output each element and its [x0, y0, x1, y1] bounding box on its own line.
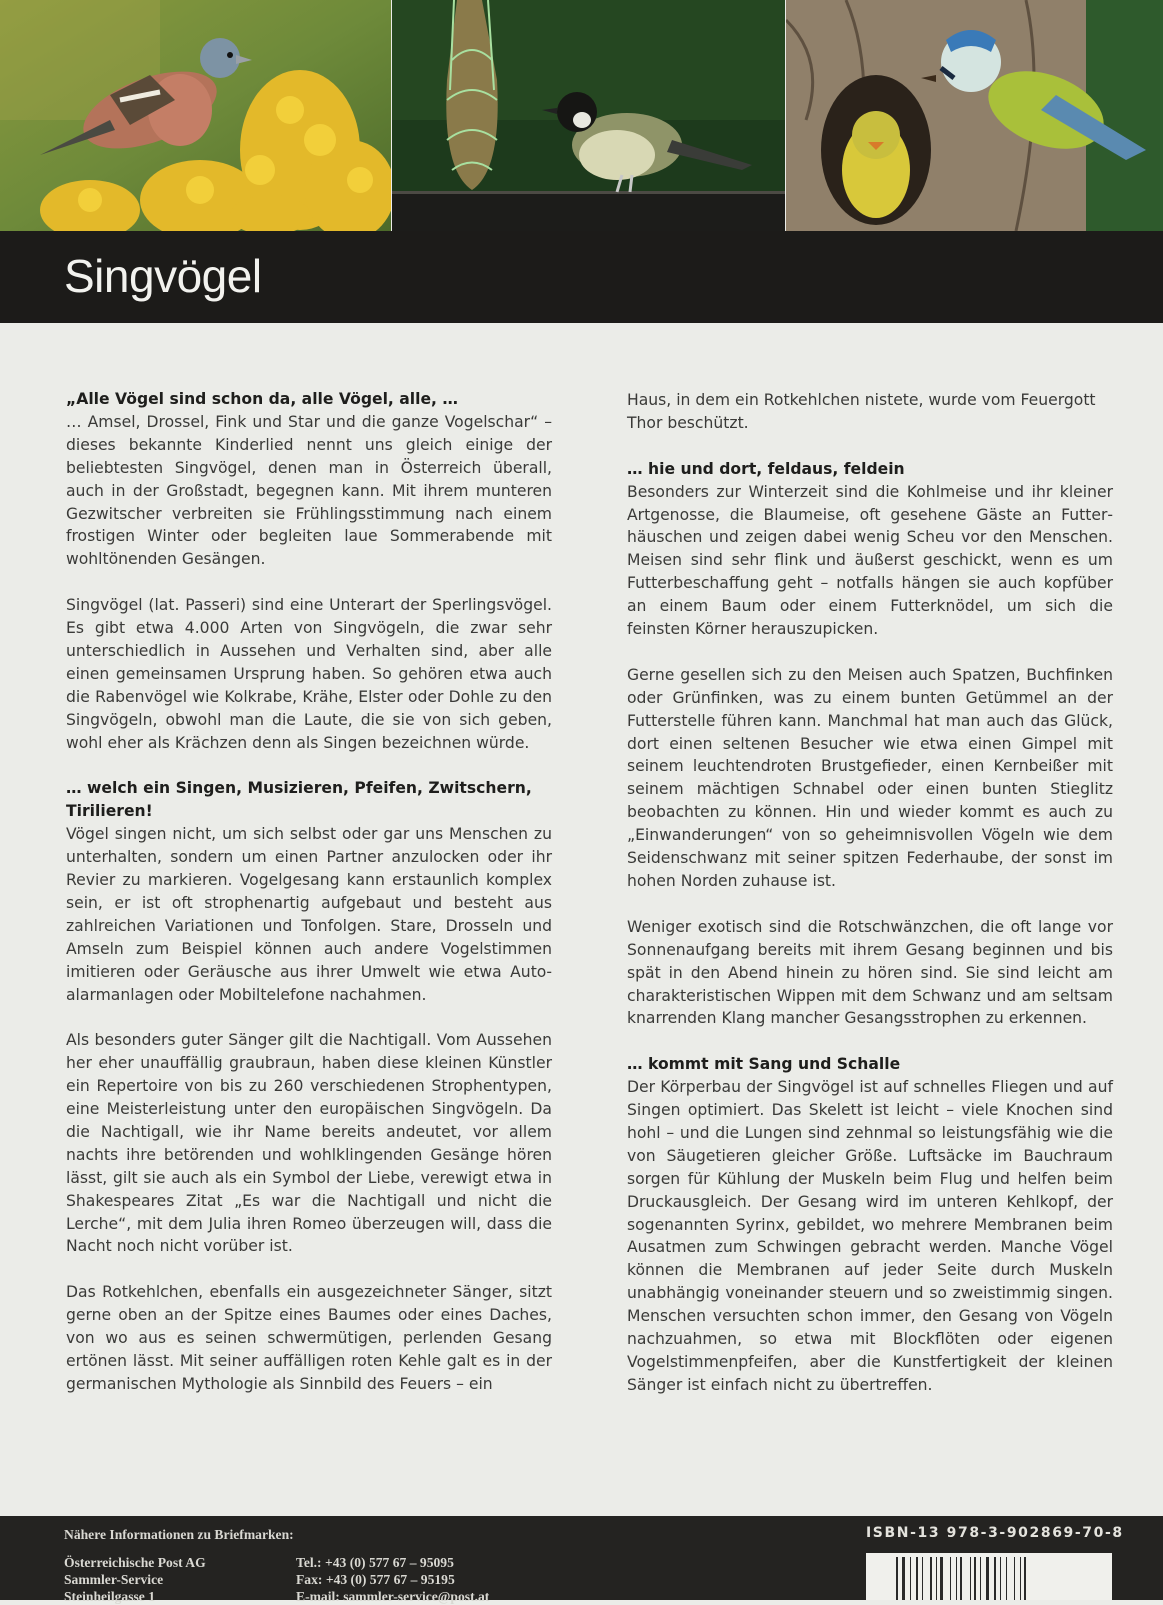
section-heading: … hie und dort, feldaus, feldein [627, 459, 905, 478]
barcode-bar [1006, 1557, 1007, 1600]
address-line: Steinheilgasse 1 [64, 1589, 156, 1604]
address-line: Sammler-Service [64, 1572, 164, 1587]
address-line: Österreichische Post AG [64, 1555, 206, 1570]
isbn-number: ISBN-13 978-3-902869-70-8 [866, 1525, 1124, 1541]
barcode-bar [974, 1557, 976, 1600]
barcode-bar [940, 1557, 943, 1600]
barcode-bar [1014, 1557, 1015, 1600]
paragraph: Gerne gesellen sich zu den Meisen auch Spatzen, Buchfinken oder Grünfinken, was zu einem bunten Getümmel an der Futterstelle führen kann. Manchmal hat man auch das Glück, dort einen seltenen Besucher wie etwa einen Gimpel mit seinem leuchtendroten Brustgefieder, einen Kernbeißer mit seinem mächtigen Schnabel oder einen bunten Stieglitz beobachten zu können. Hin und wieder kommt es auch zu „Einwanderungen“ von so geheimnisvollen Vögeln wie dem Seidenschwanz mit seiner spitzen Federhaube, der sonst im hohen Norden zuhause ist. [627, 665, 1113, 890]
barcode [866, 1553, 1112, 1600]
footer [0, 1516, 1163, 1604]
fax-line: Fax: +43 (0) 577 67 – 95195 [296, 1572, 455, 1587]
paragraph: Weniger exotisch sind die Rotschwänzchen, die oft lange vor Sonnenaufgang bereits mit ihrem Gesang beginnen und bis spät in den Abend hinein zu hören sind. Sie sind leicht am charakteristischen Wippen mit dem Schwanz und am seltsam knarrenden Klang mancher Gesangsstrophen zu erkennen. [627, 917, 1113, 1028]
barcode-bar [1020, 1557, 1021, 1600]
barcode-bar [994, 1557, 996, 1600]
barcode-bar [1000, 1557, 1001, 1600]
section-heading: … kommt mit Sang und Schalle [627, 1055, 901, 1074]
page-title: Singvögel [64, 250, 262, 302]
paragraph: Besonders zur Winterzeit sind die Kohlmeise und ihr kleiner Artgenosse, die Blaumeise, oft gesehene Gäste an Futterhäuschen und zeigen dabei wenig Scheu vor den Menschen. Meisen sind sehr flink und äußerst geschickt, wenn es um Futterbeschaffung geht – notfalls hängen sie auch kopfüber an einem Baum oder einem Futterknödel, um sich die feinsten Körner herauszupicken. [627, 482, 1113, 639]
blue-tits-at-nest-hole-photo [786, 0, 1163, 231]
paragraph: Der Körperbau der Singvögel ist auf schnelles Fliegen und auf Singen optimiert. Das Skelett ist leicht – viele Knochen sind hohl – und die Lungen sind zehnmal so leistungsfähig wie die von Säugetieren gleicher Größe. Luftsäcke im Bauchraum sorgen für Kühlung der Muskeln beim Flug und helfen beim Druckausgleich. Der Gesang wird im unteren Kehlkopf, der sogenannten Syrinx, gebildet, wo mehrere Membranen beim Ausatmen zum Schwingen gebracht werden. Manche Vögel können die Membranen auf jeder Seite durch Muskeln unabhängig voneinander steuern und so zweistimmig singen. Menschen versuchten schon immer, den Gesang von Vögeln nachzuahmen, so etwa mit Blockflöten oder eigenen Vogelstimmenpfeifen, aber die Kunstfertigkeit der kleinen Sänger ist einfach nicht zu übertreffen. [627, 1078, 1113, 1394]
paragraph: … Amsel, Drossel, Fink und Star und die ganze Vogelschar“ – dieses bekannte Kinderlied nennt uns gleich einige der beliebtesten Singvögel, denen man in Österreich überall, auch in der Großstadt, begegnen kann. Mit ihrem munteren Gezwitscher verbreiten sie Frühlingsstimmung nach einem frostigen Winter oder begleiten laue Sommerabende mit wohltönenden Gesängen. [66, 412, 552, 569]
paragraph: Das Rotkehlchen, ebenfalls ein ausgezeichneter Sänger, sitzt gerne oben an der Spitze eines Baumes oder eines Daches, von wo aus es seinen schwermütigen, perlenden Gesang ertönen lässt. Mit seiner auffälligen roten Kehle galt es in der germanischen Mythologie als Sinnbild des Feuers – ein [66, 1283, 552, 1393]
phone-line: Tel.: +43 (0) 577 67 – 95095 [296, 1555, 454, 1570]
paragraph: Als besonders guter Sänger gilt die Nachtigall. Vom Aussehen her eher unauffällig graubraun, haben diese kleinen Künstler ein Repertoire von bis zu 260 verschiedenen Strophentypen, eine Meisterleistung unter den europäischen Singvögeln. Da die Nachtigall, wie ihr Name bereits andeutet, vor allem nachts ihre betörenden und wohlklingenden Gesänge hören lässt, gilt sie auch als ein Symbol der Liebe, verewigt etwa in Shakespeares Zitat „Es war die Nachtigall und nicht die Lerche“, mit dem Julia ihren Romeo überzeugen will, dass die Nacht noch nicht vorüber ist. [66, 1031, 552, 1256]
right-column [627, 389, 1113, 1397]
barcode-bar [956, 1557, 957, 1600]
left-column [66, 388, 552, 1396]
paragraph: Haus, in dem ein Rotkehlchen nistete, wurde vom Feuergott Thor beschützt. [627, 391, 1096, 432]
barcode-bar [960, 1557, 962, 1600]
barcode-bar [950, 1557, 951, 1600]
barcode-bar [1024, 1557, 1026, 1600]
barcode-bar [896, 1557, 898, 1600]
contact-info [64, 1526, 490, 1604]
barcode-bar [910, 1557, 911, 1600]
email-link[interactable]: E-mail: sammler-service@post.at [296, 1589, 490, 1604]
paragraph: Vögel singen nicht, um sich selbst oder gar uns Menschen zu unterhalten, sondern um einen Partner anzulocken oder ihr Revier zu markieren. Vogelgesang kann erstaunlich komplex sein, er ist oft strophenartig aufgebaut und besteht aus zahlreichen Variationen und Tonfolgen. Stare, Drosseln und Amseln zum Beispiel können auch andere Vogelstimmen imitieren oder Geräusche aus ihrer Umwelt wie etwa Autoalarmanlagen oder Mobiltelefone nachahmen. [66, 825, 552, 1004]
barcode-bar [980, 1557, 981, 1600]
chaffinch-on-flowers-photo [0, 0, 391, 231]
title-bar [0, 231, 1163, 323]
section-heading: „Alle Vögel sind schon da, alle Vögel, alle, … [66, 390, 458, 408]
paragraph: Singvögel (lat. Passeri) sind eine Unterart der Sperlingsvögel. Es gibt etwa 4.000 Arten von Singvögeln, die zwar sehr unterschiedlich in Aussehen und Verhalten sind, aber alle einen gemeinsamen Ursprung haben. So gehören etwa auch die Rabenvögel wie Kolkrabe, Krähe, Elster oder Dohle zu den Singvögeln, obwohl man die Laute, die sie von sich geben, wohl eher als Krächzen denn als Singen bezeichnen würde. [66, 596, 552, 752]
footer-heading: Nähere Informationen zu Briefmarken: [64, 1527, 294, 1542]
barcode-bar [970, 1557, 971, 1600]
barcode-bar [936, 1557, 937, 1600]
barcode-bar [902, 1557, 905, 1600]
section-heading: … welch ein Singen, Musizieren, Pfeifen, Zwitschern, Tirilieren! [66, 779, 532, 821]
barcode-bar [986, 1557, 989, 1600]
great-tit-at-feeder-photo [392, 0, 785, 231]
header-photo-strip [0, 0, 1163, 231]
barcode-bar [930, 1557, 932, 1600]
barcode-bars [896, 1557, 1086, 1600]
barcode-bar [922, 1557, 923, 1600]
barcode-bar [916, 1557, 918, 1600]
